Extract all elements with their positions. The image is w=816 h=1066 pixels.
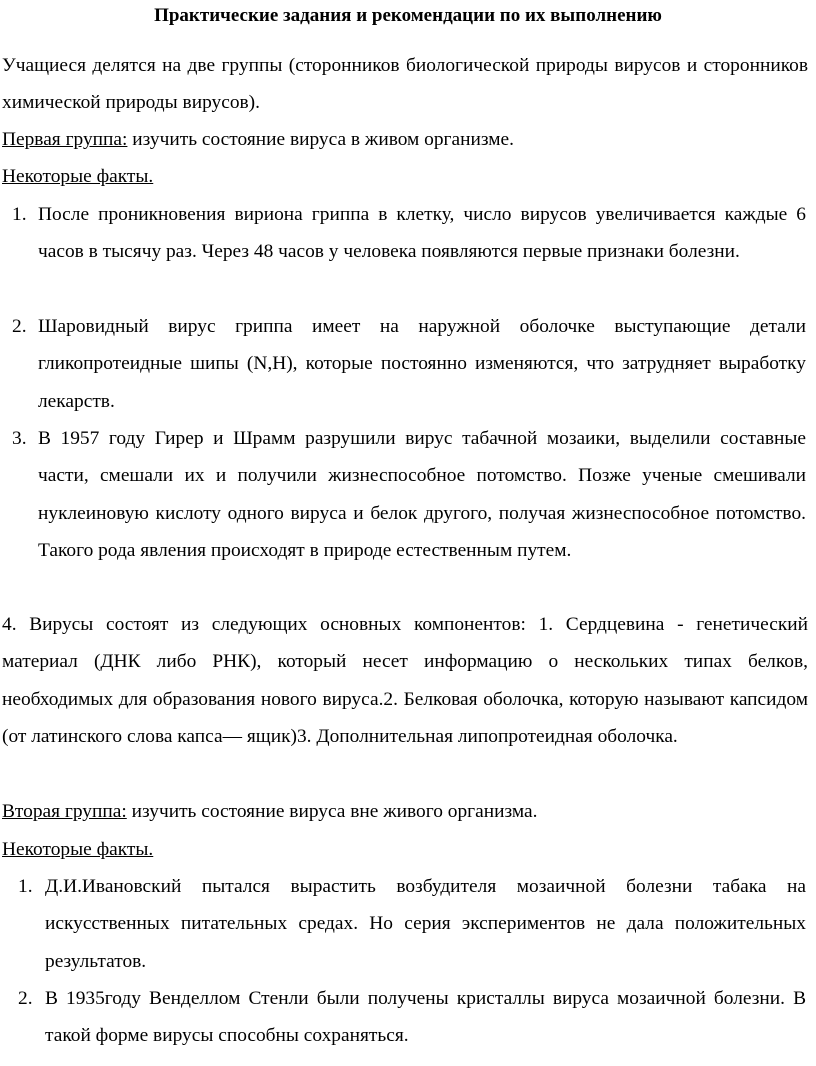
group2-fact-2: В 1935году Венделлом Стенли были получены кристаллы вируса мозаичной болезни. В такой форме вирусы способны сохраняться. bbox=[45, 988, 806, 1047]
group2-fact-1-number: 1. bbox=[18, 876, 33, 897]
group2-fact-2-number: 2. bbox=[18, 988, 33, 1009]
group1-task-text: изучить состояние вируса в живом организме. bbox=[127, 129, 514, 150]
group2-label: Вторая группа: bbox=[2, 801, 127, 822]
page-title: Практические задания и рекомендации по их выполнению bbox=[154, 5, 662, 26]
group2-fact-1: Д.И.Ивановский пытался вырастить возбудителя мозаичной болезни табака на искусственных питательных средах. Но серия экспериментов не дала положительных результатов. bbox=[45, 876, 806, 972]
group2-task bbox=[2, 793, 808, 830]
group1-fact-3: В 1957 году Гирер и Шрамм разрушили вирус табачной мозаики, выделили составные части, смешали их и получили жизнеспособное потомство. Позже ученые смешивали нуклеиновую кислоту одного вируса и белок другого, получая жизнеспособное потомство. Такого рода явления происходят в природе естественным путем. bbox=[38, 428, 806, 561]
group1-fact-1: После проникновения вириона гриппа в клетку, число вирусов увеличивается каждые 6 часов в тысячу раз. Через 48 часов у человека появляются первые признаки болезни. bbox=[38, 204, 806, 263]
group1-fact-4: 4. Вирусы состоят из следующих основных компонентов: 1. Сердцевина - генетический материал (ДНК либо РНК), который несет информацию о нескольких типах белков, необходимых для образования нового вируса.2. Белковая оболочка, которую называют капсидом (от латинского слова капса— ящик)3. Дополнительная липопротеидная оболочка. bbox=[2, 614, 808, 747]
group1-task bbox=[2, 121, 808, 158]
group1-facts-heading: Некоторые факты. bbox=[2, 166, 154, 187]
group1-fact-2: Шаровидный вирус гриппа имеет на наружной оболочке выступающие детали гликопротеидные шипы (N,H), которые постоянно изменяются, что затрудняет выработку лекарств. bbox=[38, 316, 806, 412]
group2-task-text: изучить состояние вируса вне живого организма. bbox=[126, 801, 538, 822]
group1-fact-1-number: 1. bbox=[12, 204, 27, 225]
intro-paragraph: Учащиеся делятся на две группы (сторонников биологической природы вирусов и сторонников химической природы вирусов). bbox=[2, 55, 808, 114]
group1-label: Первая группа: bbox=[2, 129, 128, 150]
group2-facts-heading: Некоторые факты. bbox=[2, 839, 154, 860]
group1-fact-2-number: 2. bbox=[12, 316, 27, 337]
group1-fact-3-number: 3. bbox=[12, 428, 27, 449]
